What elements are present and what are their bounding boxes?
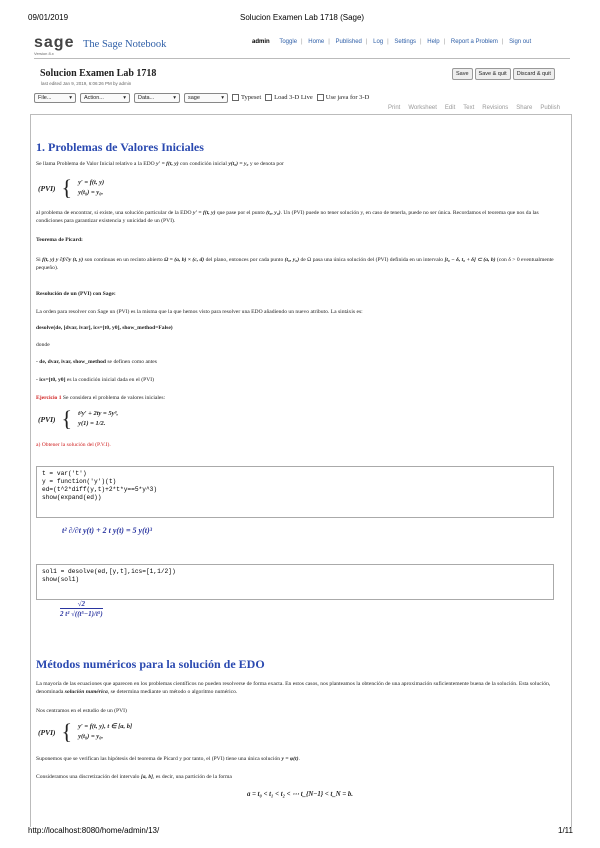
item-de-dvar: - de, dvar, ivar, show_method se definen como antes — [36, 359, 157, 365]
tab-share[interactable]: Share — [516, 105, 533, 111]
nav-help[interactable]: Help — [427, 39, 440, 45]
tab-print[interactable]: Print — [388, 105, 401, 111]
suponemos-paragraph: Suponemos que se verifican las hipótesis del teorema de Picard y por tanto, el (PVI) tiene una única solución y = φ(t). — [36, 756, 300, 762]
tab-revisions[interactable]: Revisions — [482, 105, 509, 111]
print-url: http://localhost:8080/home/admin/13/ — [28, 826, 160, 835]
output-1: t² ∂/∂t y(t) + 2 t y(t) = 5 y(t)³ — [62, 526, 153, 535]
pvi-system-2: (PVI) { t²y′ + 2ty = 5y³, y(1) = 1/2. — [38, 406, 119, 431]
sage-logo[interactable]: sage — [34, 34, 75, 51]
file-select[interactable]: File... ▾ — [34, 93, 76, 103]
java3d-checkbox[interactable]: Use java for 3-D — [317, 94, 370, 101]
resolucion-paragraph: La orden para resolver con Sage un (PVI) es la misma que la que hemos visto para resolver una EDO añadiendo un nuevo atributo. La sintáxis es: — [36, 309, 363, 315]
picard-paragraph: Si f(t, y) y ∂f/∂y (t, y) son continuas en un recinto abierto Ω = (a, b) × (c, d) del plano, entonces por cada punto (t₀, y₀) de Ω pasa una única solución del (PVI) definida en un intervalo [t₀ − δ, t₀ + δ] ⊂ (a, b) (con δ > 0 eventualmente pequeño). — [36, 257, 554, 271]
last-edited: last edited Jan 9, 2019, 6:06:26 PM by admin — [41, 81, 132, 86]
nav-signout[interactable]: Sign out — [509, 39, 532, 45]
resolucion-title: Resolución de un (PVI) con Sage: — [36, 291, 116, 297]
worksheet-tabs — [388, 105, 560, 111]
control-row — [34, 93, 369, 103]
system-select[interactable]: sage ▾ — [184, 93, 228, 103]
nav-log[interactable]: Log — [373, 39, 384, 45]
nav-settings[interactable]: Settings — [394, 39, 417, 45]
discard-quit-button[interactable]: Discard & quit — [513, 68, 555, 80]
picard-title: Teorema de Picard: — [36, 237, 83, 243]
tab-worksheet[interactable]: Worksheet — [408, 105, 437, 111]
tab-edit[interactable]: Edit — [444, 105, 456, 111]
problem-paragraph: al problema de encontrar, si existe, una solución particular de la EDO y′ = f(t, y) que pase por el punto (t₀, y₀). Un (PVI) puede no tener solución y, en caso de tenerla, puede no ser única. Recordamos el teorema que nos da las condiciones para garantizar existencia y unicidad de un (PVI). — [36, 210, 539, 224]
username: admin — [252, 39, 270, 45]
apartado-a: a) Obtener la solución del (P.V.I). — [36, 442, 111, 448]
item-ics: - ics=[t0, y0] es la condición inicial dada en el (PVI) — [36, 377, 154, 383]
pvi-system-3: (PVI) { y′ = f(t, y), t ∈ [a, b] y(t₀) = y₀, — [38, 719, 133, 744]
pvi-system-1: (PVI) { y′ = f(t, y) y(t₀) = y₀, — [38, 175, 105, 200]
nav-published[interactable]: Published — [335, 39, 362, 45]
partition-formula: a = t₀ < t₁ < t₂ < ⋯ t_{N−1} < t_N = b. — [246, 791, 354, 798]
save-quit-button[interactable]: Save & quit — [475, 68, 511, 80]
section-heading-metodos: Métodos numéricos para la solución de EDO — [36, 657, 265, 671]
code-cell-2-input[interactable]: sol1 = desolve(ed,[y,t],ics=[1,1/2]) show(sol1) — [42, 568, 176, 583]
nav-home[interactable]: Home — [308, 39, 325, 45]
notebook-title: The Sage Notebook — [83, 39, 167, 50]
header-divider — [34, 58, 570, 59]
save-button[interactable]: Save — [452, 68, 473, 80]
worksheet-title[interactable]: Solucion Examen Lab 1718 — [40, 68, 157, 79]
worksheet-buttons — [452, 68, 555, 80]
tab-publish[interactable]: Publish — [540, 105, 560, 111]
top-nav: admin Toggle | Home | Published | Log | Settings | Help | Report a Problem | Sign out — [252, 39, 532, 45]
consideramos-paragraph: Consideramos una discretización del intervalo [a, b], es decir, una partición de la forma — [36, 774, 232, 780]
code-cell-1-input[interactable]: t = var('t') y = function('y')(t) ed=(t^2*diff(y,t)+2*t*y==5*y^3) show(expand(ed)) — [42, 470, 158, 501]
action-select[interactable]: Action... ▾ — [80, 93, 130, 103]
nos-centramos: Nos centramos en el estudio de un (PVI) — [36, 708, 127, 714]
data-select[interactable]: Data... ▾ — [134, 93, 180, 103]
code-cell-1[interactable] — [36, 466, 554, 518]
intro-paragraph: Se llama Problema de Valor Inicial relativo a la EDO y′ = f(t, y) con condición inicial y(t₀) = y₀ y se denota por — [36, 161, 284, 167]
desolve-syntax: desolve(de, [dvar, ivar], ics=[t0, y0], show_method=False) — [36, 325, 173, 331]
output-2: √2 2 t² √((t⁵−1)/t⁵) — [60, 600, 103, 618]
sage-version: Version 8.x — [34, 51, 54, 56]
print-page: 1/11 — [558, 826, 573, 835]
dropdown-arrow-icon: ▾ — [123, 95, 126, 101]
print-date: 09/01/2019 — [28, 13, 69, 22]
load3d-checkbox[interactable]: Load 3-D Live — [265, 94, 313, 101]
nav-toggle[interactable]: Toggle — [279, 39, 298, 45]
dropdown-arrow-icon: ▾ — [173, 95, 176, 101]
typeset-checkbox[interactable]: Typeset — [232, 94, 261, 101]
metodos-paragraph: La mayoría de las ecuaciones que aparecen en los problemas científicos no pueden resolverse de forma exacta. En estos casos, nos planteamos la obtención de una aproximación suficientemente buena de la solución. Esta solución, denominada solución numérica, se determina mediante un método o algoritmo numérico. — [36, 681, 551, 695]
section-heading-pvi: 1. Problemas de Valores Iniciales — [36, 140, 204, 154]
donde-text: donde — [36, 342, 50, 348]
print-title: Solucion Examen Lab 1718 (Sage) — [240, 13, 365, 22]
dropdown-arrow-icon: ▾ — [221, 95, 224, 101]
nav-report[interactable]: Report a Problem — [450, 39, 498, 45]
dropdown-arrow-icon: ▾ — [69, 95, 72, 101]
code-cell-2[interactable] — [36, 564, 554, 600]
ejercicio-line: Ejercicio 1 Se considera el problema de valores iniciales: — [36, 395, 166, 401]
tab-text[interactable]: Text — [463, 105, 475, 111]
